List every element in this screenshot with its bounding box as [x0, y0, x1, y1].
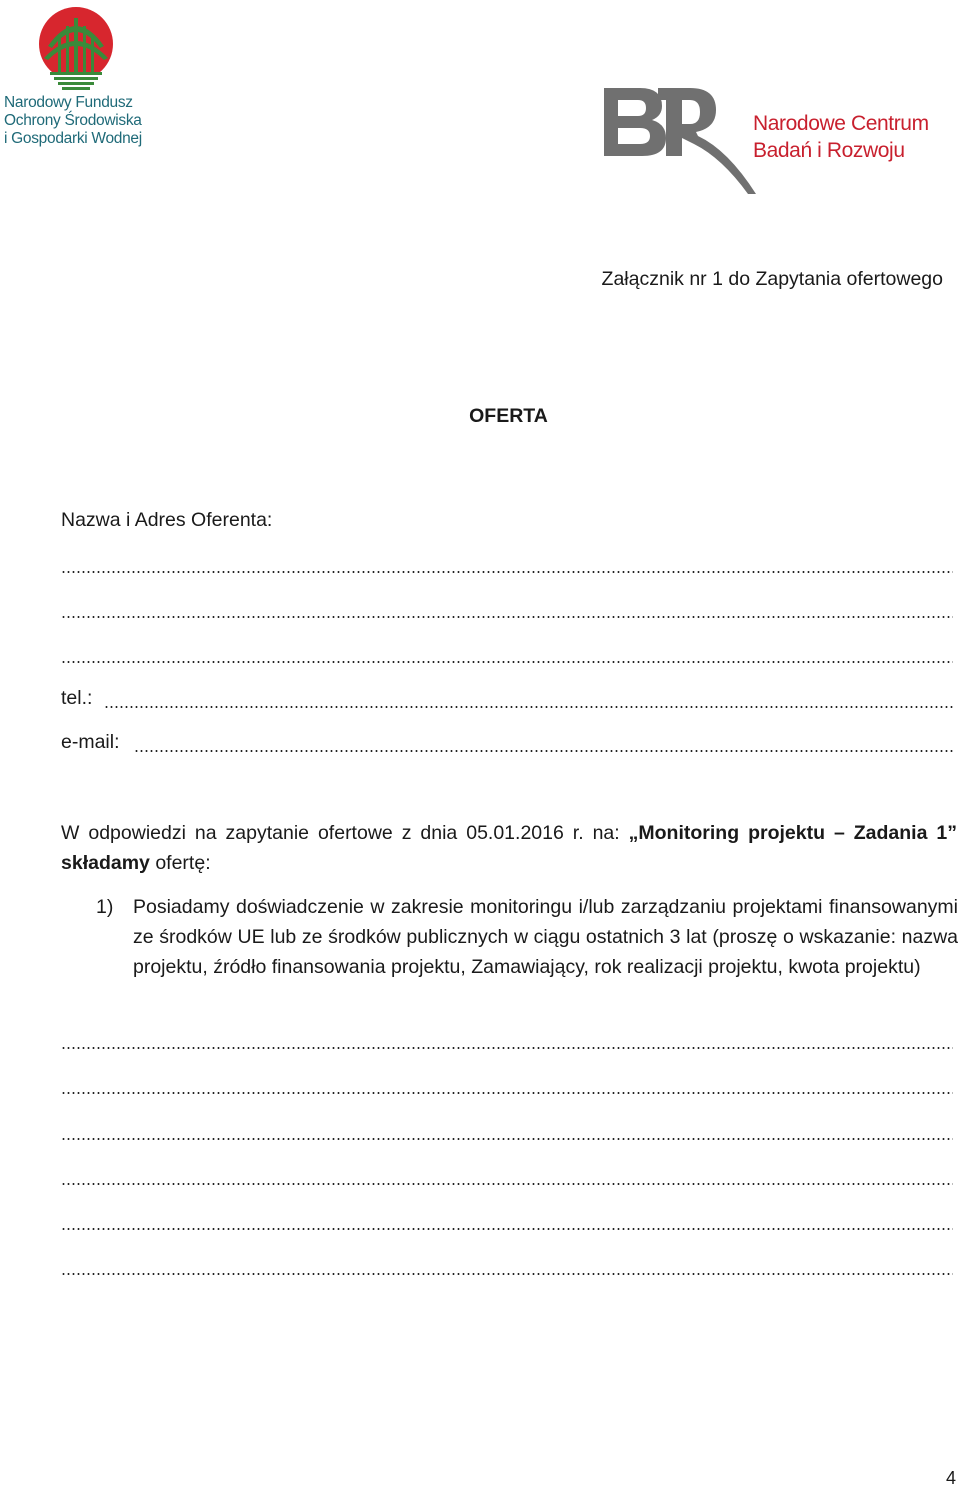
list-item-text: Posiadamy doświadczenie w zakresie monitoringu i/lub zarządzaniu projektami finansowanymi ze środków UE lub ze środków publicznych w ciągu ostatnich 3 lat (proszę o wskazanie: nazwa projektu, źródło finansowania projektu, Zamawiający, rok realizacji projektu, kwota projektu)	[133, 896, 958, 978]
email-field[interactable]	[134, 750, 953, 752]
intro-text-end: ofertę:	[149, 852, 211, 874]
offeror-name-line-1[interactable]	[61, 571, 953, 573]
list-item-number: 1)	[96, 896, 114, 918]
nfosigw-line-1: Narodowy Fundusz	[4, 94, 133, 111]
ncbr-br-mark-icon	[598, 80, 758, 200]
ncbr-line-1: Narodowe Centrum	[753, 112, 929, 135]
list-item	[96, 892, 958, 982]
intro-text: W odpowiedzi na zapytanie ofertowe z dnia 05.01.2016 r. na:	[61, 822, 629, 844]
answer-line-2[interactable]	[61, 1092, 953, 1094]
nfosigw-line-2: Ochrony Środowiska	[4, 112, 142, 129]
offeror-name-line-2[interactable]	[61, 616, 953, 618]
ncbr-name	[753, 110, 929, 164]
nfosigw-logo	[4, 6, 154, 148]
tel-field[interactable]	[104, 706, 953, 708]
answer-line-4[interactable]	[61, 1183, 953, 1185]
intro-subject: „Monitoring projektu – Zadania 1” składamy	[61, 822, 957, 874]
nfosigw-line-3: i Gospodarki Wodnej	[4, 130, 142, 147]
ncbr-line-2: Badań i Rozwoju	[753, 139, 905, 162]
intro-paragraph	[61, 818, 957, 878]
offeror-name-label: Nazwa i Adres Oferenta:	[61, 509, 273, 531]
offeror-address-line[interactable]	[61, 661, 953, 663]
attachment-label: Załącznik nr 1 do Zapytania ofertowego	[601, 268, 943, 290]
nfosigw-emblem-icon	[36, 6, 116, 92]
page-title: OFERTA	[469, 405, 548, 427]
email-label: e-mail:	[61, 731, 120, 753]
page-number: 4	[945, 1468, 956, 1488]
tel-label: tel.:	[61, 687, 93, 709]
answer-line-5[interactable]	[61, 1228, 953, 1230]
ncbr-logo	[598, 80, 938, 200]
nfosigw-name	[4, 94, 154, 148]
answer-line-6[interactable]	[61, 1273, 953, 1275]
answer-line-1[interactable]	[61, 1047, 953, 1049]
answer-line-3[interactable]	[61, 1138, 953, 1140]
